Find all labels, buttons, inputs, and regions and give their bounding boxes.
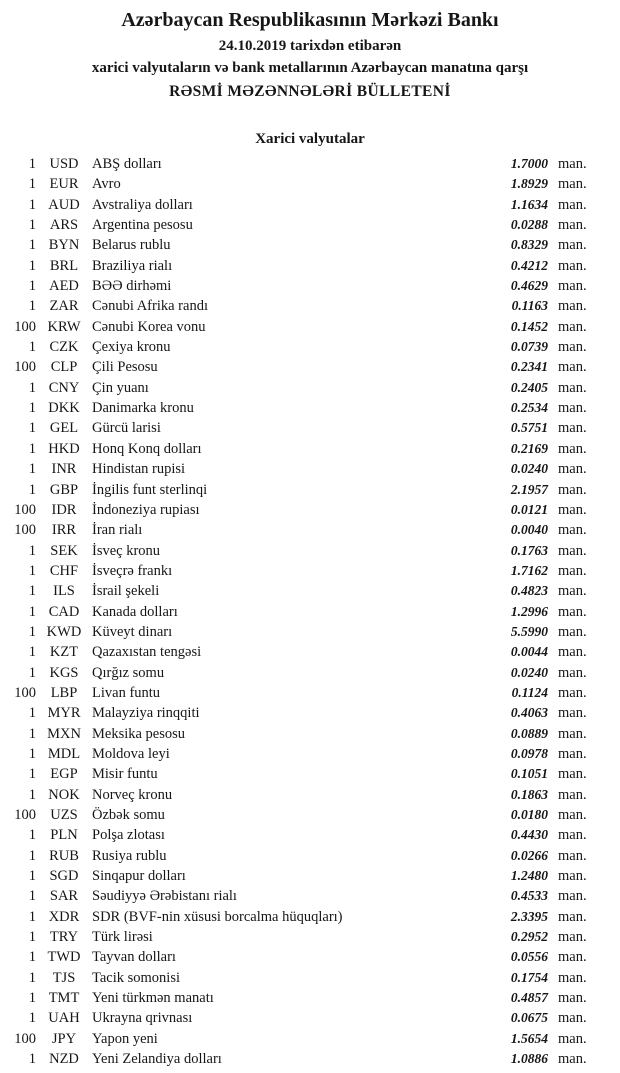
qty-cell: 1: [28, 786, 36, 803]
currency-name: Misir funtu: [92, 766, 158, 783]
qty-cell: 1: [28, 929, 36, 946]
unit-label: man.: [558, 237, 587, 254]
unit-label: man.: [558, 868, 587, 885]
currency-name: İngilis funt sterlinqi: [92, 481, 208, 498]
currency-name: Polşa zlotası: [92, 827, 165, 844]
rate-value: 0.0266: [510, 847, 548, 863]
table-row: [0, 1010, 620, 1030]
unit-label: man.: [558, 786, 587, 803]
currency-code: NZD: [49, 1051, 79, 1068]
currency-name: Küveyt dinarı: [92, 623, 173, 640]
currency-code: EGP: [50, 766, 78, 783]
unit-label: man.: [558, 603, 587, 620]
unit-label: man.: [558, 501, 587, 518]
table-row: [0, 705, 620, 725]
currency-code: DKK: [48, 400, 80, 417]
currency-name: İsrail şekeli: [92, 583, 160, 600]
rate-value: 0.8329: [510, 237, 548, 253]
qty-cell: 1: [28, 542, 36, 559]
table-row: [0, 278, 620, 298]
unit-label: man.: [558, 481, 587, 498]
currency-name: Rusiya rublu: [92, 847, 167, 864]
qty-cell: 1: [28, 400, 36, 417]
qty-cell: 1: [28, 623, 36, 640]
table-row: [0, 298, 620, 318]
rate-value: 0.1163: [511, 298, 548, 314]
table-row: [0, 990, 620, 1010]
currency-code: TRY: [49, 929, 79, 946]
currency-name: Yeni Zelandiya dolları: [92, 1051, 222, 1068]
rate-value: 1.8929: [510, 176, 548, 192]
currency-name: Livan funtu: [92, 684, 161, 701]
qty-cell: 100: [14, 501, 36, 518]
currency-name: Yeni türkmən manatı: [92, 990, 214, 1007]
currency-code: MDL: [47, 745, 81, 762]
qty-cell: 100: [14, 359, 36, 376]
currency-code: HKD: [48, 440, 80, 457]
currency-code: KGS: [49, 664, 79, 681]
unit-label: man.: [558, 562, 587, 579]
qty-cell: 1: [28, 888, 36, 905]
unit-label: man.: [558, 379, 587, 396]
qty-cell: 1: [28, 644, 36, 661]
rate-value: 0.0240: [510, 461, 548, 477]
qty-cell: 1: [28, 1051, 36, 1068]
currency-name: Argentina pesosu: [92, 217, 193, 234]
rate-value: 0.0556: [510, 949, 548, 965]
currency-name: Yapon yeni: [92, 1030, 158, 1047]
unit-label: man.: [558, 664, 587, 681]
unit-label: man.: [558, 420, 587, 437]
unit-label: man.: [558, 298, 587, 315]
qty-cell: 1: [28, 176, 36, 193]
qty-cell: 1: [28, 257, 36, 274]
section-title: Xarici valyutalar: [255, 131, 365, 147]
unit-label: man.: [558, 359, 587, 376]
currency-name: İsveç kronu: [92, 542, 161, 559]
currency-name: Çexiya kronu: [92, 339, 171, 356]
table-row: [0, 624, 620, 644]
currency-code: JPY: [51, 1030, 77, 1047]
rate-value: 0.1452: [510, 318, 548, 334]
currency-code: TMT: [48, 990, 80, 1007]
rate-value: 0.5751: [510, 420, 548, 436]
currency-name: İndoneziya rupiası: [92, 501, 200, 518]
unit-label: man.: [558, 766, 587, 783]
unit-label: man.: [558, 705, 587, 722]
currency-code: GEL: [49, 420, 79, 437]
unit-label: man.: [558, 440, 587, 457]
currency-code: MXN: [47, 725, 81, 742]
rate-value: 0.2169: [510, 440, 548, 456]
currency-code: KWD: [46, 623, 82, 640]
currency-code: SGD: [49, 868, 79, 885]
currency-code: ILS: [53, 583, 75, 600]
currency-code: ZAR: [49, 298, 79, 315]
currency-code: LBP: [50, 684, 78, 701]
rate-value: 0.1754: [510, 969, 548, 985]
rate-value: 0.2341: [510, 359, 548, 375]
currency-name: Qazaxıstan tengəsi: [92, 644, 202, 661]
currency-name: Sinqapur dolları: [92, 868, 186, 885]
currency-code: AUD: [48, 196, 80, 213]
table-row: [0, 848, 620, 868]
table-row: [0, 949, 620, 969]
unit-label: man.: [558, 339, 587, 356]
qty-cell: 100: [14, 684, 36, 701]
unit-label: man.: [558, 1010, 587, 1027]
qty-cell: 1: [28, 745, 36, 762]
currency-name: İsveçrə frankı: [92, 562, 173, 579]
qty-cell: 100: [14, 522, 36, 539]
table-row: [0, 441, 620, 461]
unit-label: man.: [558, 156, 587, 172]
effective-date-line: 24.10.2019 tarixdən etibarən: [218, 38, 402, 54]
currency-name: Özbək somu: [92, 807, 165, 823]
rate-value: 1.1634: [510, 196, 548, 212]
currency-code: INR: [51, 461, 77, 478]
currency-name: Belarus rublu: [92, 237, 171, 254]
unit-label: man.: [558, 949, 587, 966]
rate-value: 0.4823: [510, 583, 548, 599]
qty-cell: 1: [28, 766, 36, 783]
currency-name: Meksika pesosu: [92, 725, 186, 742]
unit-label: man.: [558, 318, 587, 335]
rate-value: 0.4212: [510, 257, 548, 273]
currency-code: GBP: [49, 481, 79, 498]
bank-name: Azərbaycan Respublikasının Mərkəzi Bankı: [121, 9, 499, 31]
table-row: [0, 197, 620, 217]
currency-name: İran rialı: [92, 522, 143, 539]
rate-value: 0.0044: [510, 644, 548, 660]
currency-code: TJS: [52, 969, 76, 986]
unit-label: man.: [558, 522, 587, 539]
currency-code: BYN: [48, 237, 80, 254]
table-row: [0, 868, 620, 888]
currency-name: Avro: [92, 176, 121, 193]
qty-cell: 1: [28, 481, 36, 498]
unit-label: man.: [558, 725, 587, 742]
currency-name: Qırğız somu: [92, 664, 165, 681]
rate-value: 2.1957: [510, 481, 548, 497]
rate-value: 0.0739: [510, 339, 548, 355]
table-row: [0, 970, 620, 990]
currency-code: CZK: [49, 339, 79, 356]
currency-name: Honq Konq dolları: [92, 440, 202, 457]
table-row: [0, 909, 620, 929]
rate-value: 0.0978: [510, 745, 548, 761]
currency-code: NOK: [48, 786, 80, 803]
table-row: [0, 827, 620, 847]
rate-value: 1.7162: [510, 562, 548, 578]
table-row: [0, 1031, 620, 1051]
currency-code: ARS: [49, 217, 79, 234]
qty-cell: 1: [28, 461, 36, 478]
table-row: [0, 665, 620, 685]
currency-code: SEK: [50, 542, 78, 559]
unit-label: man.: [558, 542, 587, 559]
qty-cell: 1: [28, 339, 36, 356]
currency-name: Cənubi Korea vonu: [92, 318, 206, 335]
currency-name: Cənubi Afrika randı: [92, 298, 208, 315]
unit-label: man.: [558, 196, 587, 213]
unit-label: man.: [558, 827, 587, 844]
currency-code: SAR: [49, 888, 79, 905]
qty-cell: 1: [28, 156, 36, 172]
currency-name: Avstraliya dolları: [92, 196, 193, 213]
document-header: [0, 0, 620, 101]
rate-value: 0.1863: [510, 786, 548, 802]
qty-cell: 1: [28, 583, 36, 600]
qty-cell: 100: [14, 318, 36, 335]
table-row: [0, 583, 620, 603]
currency-code: CHF: [49, 562, 79, 579]
rate-value: 0.4063: [510, 705, 548, 721]
qty-cell: 1: [28, 990, 36, 1007]
table-row: [0, 217, 620, 237]
unit-label: man.: [558, 217, 587, 234]
currency-name: Tayvan dolları: [92, 949, 176, 966]
qty-cell: 1: [28, 1010, 36, 1027]
subject-line: xarici valyutaların və bank metallarının Azərbaycan manatına qarşı: [91, 60, 529, 76]
currency-name: Malayziya rinqqiti: [92, 705, 200, 722]
table-row: [0, 359, 620, 379]
qty-cell: 1: [28, 949, 36, 966]
table-row: [0, 746, 620, 766]
qty-cell: 1: [28, 969, 36, 986]
currency-name: Hindistan rupisi: [92, 461, 186, 478]
table-row: [0, 237, 620, 257]
currency-name: Çili Pesosu: [92, 359, 158, 376]
rate-value: 0.0240: [510, 664, 548, 680]
rate-value: 0.2405: [510, 379, 548, 395]
unit-label: man.: [558, 745, 587, 762]
qty-cell: 1: [28, 827, 36, 844]
table-row: [0, 888, 620, 908]
unit-label: man.: [558, 278, 587, 295]
table-row: [0, 461, 620, 481]
currency-name: Gürcü larisi: [92, 420, 161, 437]
table-row: [0, 604, 620, 624]
rate-value: 0.4857: [510, 990, 548, 1006]
currency-code: AED: [49, 278, 79, 295]
currency-code: CAD: [48, 603, 80, 620]
unit-label: man.: [558, 969, 587, 986]
currency-name: Danimarka kronu: [92, 400, 194, 417]
currency-name: Ukrayna qrivnası: [92, 1010, 193, 1027]
rate-value: 0.0040: [510, 522, 548, 538]
qty-cell: 1: [28, 705, 36, 722]
currency-code: UZS: [50, 807, 78, 823]
rate-value: 1.7000: [510, 156, 548, 171]
qty-cell: 1: [28, 298, 36, 315]
currency-code: TWD: [47, 949, 81, 966]
currency-code: XDR: [48, 908, 80, 925]
table-row: [0, 176, 620, 196]
table-row: [0, 929, 620, 949]
rate-value: 2.3395: [510, 908, 548, 924]
rate-value: 0.0121: [510, 501, 548, 517]
rate-value: 0.2952: [510, 929, 548, 945]
currency-code: IRR: [51, 522, 77, 539]
currency-code: MYR: [47, 705, 81, 722]
rate-value: 0.0288: [510, 217, 548, 233]
unit-label: man.: [558, 908, 587, 925]
qty-cell: 1: [28, 440, 36, 457]
table-row: [0, 380, 620, 400]
table-row: [0, 420, 620, 440]
currency-name: Moldova leyi: [92, 745, 170, 762]
unit-label: man.: [558, 583, 587, 600]
table-row: [0, 156, 620, 176]
currency-code: RUB: [49, 847, 79, 864]
qty-cell: 1: [28, 664, 36, 681]
unit-label: man.: [558, 847, 587, 864]
table-row: [0, 563, 620, 583]
rate-value: 5.5990: [510, 623, 548, 639]
table-row: [0, 807, 620, 827]
table-row: [0, 787, 620, 807]
table-row: [0, 502, 620, 522]
currency-code: EUR: [49, 176, 79, 193]
currency-code: KZT: [49, 644, 79, 661]
qty-cell: 100: [14, 807, 36, 823]
qty-cell: 1: [28, 379, 36, 396]
currency-code: USD: [49, 156, 79, 172]
currency-code: KRW: [47, 318, 81, 335]
currency-name: Tacik somonisi: [92, 969, 180, 986]
rate-value: 0.0889: [510, 725, 548, 741]
currency-code: CNY: [48, 379, 80, 396]
rate-value: 0.4430: [510, 827, 548, 843]
currency-name: Türk lirəsi: [92, 929, 153, 946]
currency-name: Norveç kronu: [92, 786, 173, 803]
unit-label: man.: [558, 623, 587, 640]
currency-name: Səudiyyə Ərəbistanı rialı: [92, 888, 237, 905]
rate-value: 0.0675: [510, 1010, 548, 1026]
unit-label: man.: [558, 929, 587, 946]
unit-label: man.: [558, 990, 587, 1007]
currency-name: Çin yuanı: [92, 379, 149, 396]
table-row: [0, 543, 620, 563]
unit-label: man.: [558, 176, 587, 193]
table-row: [0, 685, 620, 705]
currency-code: UAH: [48, 1010, 80, 1027]
table-row: [0, 644, 620, 664]
currency-name: SDR (BVF-nin xüsusi borcalma hüquqları): [92, 908, 343, 925]
qty-cell: 1: [28, 725, 36, 742]
table-row: [0, 258, 620, 278]
currency-name: Braziliya rialı: [92, 257, 173, 274]
table-row: [0, 319, 620, 339]
unit-label: man.: [558, 684, 587, 701]
rate-value: 1.0886: [510, 1051, 548, 1067]
rate-value: 0.1763: [510, 542, 548, 558]
rate-value: 0.1051: [510, 766, 548, 782]
currency-code: IDR: [51, 501, 77, 518]
qty-cell: 1: [28, 217, 36, 234]
currency-name: ABŞ dolları: [92, 156, 162, 172]
rate-value: 0.4533: [510, 888, 548, 904]
table-row: [0, 1051, 620, 1071]
currency-code: CLP: [50, 359, 78, 376]
bulletin-title: RƏSMİ MƏZƏNNƏLƏRİ BÜLLETENİ: [169, 83, 451, 100]
unit-label: man.: [558, 257, 587, 274]
rate-value: 1.2996: [510, 603, 548, 619]
qty-cell: 1: [28, 847, 36, 864]
table-row: [0, 726, 620, 746]
table-row: [0, 522, 620, 542]
unit-label: man.: [558, 1030, 587, 1047]
table-row: [0, 766, 620, 786]
rate-value: 0.0180: [510, 807, 548, 822]
unit-label: man.: [558, 888, 587, 905]
rate-value: 1.5654: [510, 1030, 548, 1046]
qty-cell: 1: [28, 908, 36, 925]
qty-cell: 1: [28, 420, 36, 437]
currency-name: Kanada dolları: [92, 603, 178, 620]
unit-label: man.: [558, 644, 587, 661]
unit-label: man.: [558, 1051, 587, 1068]
unit-label: man.: [558, 400, 587, 417]
currency-code: PLN: [50, 827, 78, 844]
rate-value: 1.2480: [510, 868, 548, 884]
qty-cell: 1: [28, 196, 36, 213]
qty-cell: 1: [28, 237, 36, 254]
rate-value: 0.4629: [510, 278, 548, 294]
table-row: [0, 339, 620, 359]
unit-label: man.: [558, 461, 587, 478]
qty-cell: 1: [28, 278, 36, 295]
table-row: [0, 482, 620, 502]
currency-code: BRL: [49, 257, 79, 274]
rate-value: 0.2534: [510, 400, 548, 416]
qty-cell: 1: [28, 868, 36, 885]
rates-table: [0, 156, 620, 1071]
rate-value: 0.1124: [511, 684, 548, 700]
qty-cell: 1: [28, 603, 36, 620]
unit-label: man.: [558, 807, 587, 823]
qty-cell: 1: [28, 562, 36, 579]
table-row: [0, 400, 620, 420]
qty-cell: 100: [14, 1030, 36, 1047]
currency-name: BƏƏ dirhəmi: [92, 278, 172, 295]
